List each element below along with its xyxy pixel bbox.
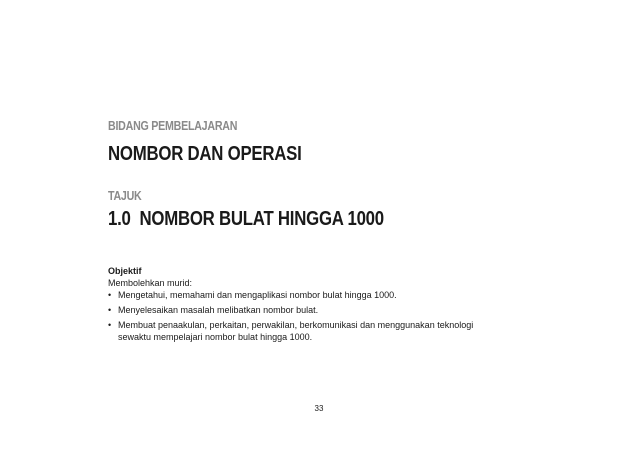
list-item: [108, 319, 488, 343]
list-item-text: Menyelesaikan masalah melibatkan nombor bulat.: [118, 305, 319, 315]
page-number: 33: [314, 404, 324, 413]
objective-heading: Objektif: [108, 266, 142, 276]
list-item: [108, 304, 488, 316]
topic-title: 1.0 NOMBOR BULAT HINGGA 1000: [108, 207, 384, 230]
objective-intro: Membolehkan murid:: [108, 278, 193, 288]
bullet-icon: •: [108, 305, 112, 315]
list-item-text: Membuat penaakulan, perkaitan, perwakilan, berkomunikasi dan menggunakan teknologi sewaktu mempelajari nombor bulat hingga 1000.: [118, 320, 474, 342]
objective-list: [108, 289, 488, 343]
learning-area-title: NOMBOR DAN OPERASI: [108, 142, 302, 165]
learning-area-label: BIDANG PEMBELAJARAN: [108, 118, 238, 133]
objective-block: [108, 265, 488, 346]
bullet-icon: •: [108, 320, 112, 330]
list-item: [108, 289, 488, 301]
bullet-icon: •: [108, 290, 112, 300]
list-item-text: Mengetahui, memahami dan mengaplikasi nombor bulat hingga 1000.: [118, 290, 397, 300]
topic-label: TAJUK: [108, 188, 142, 203]
